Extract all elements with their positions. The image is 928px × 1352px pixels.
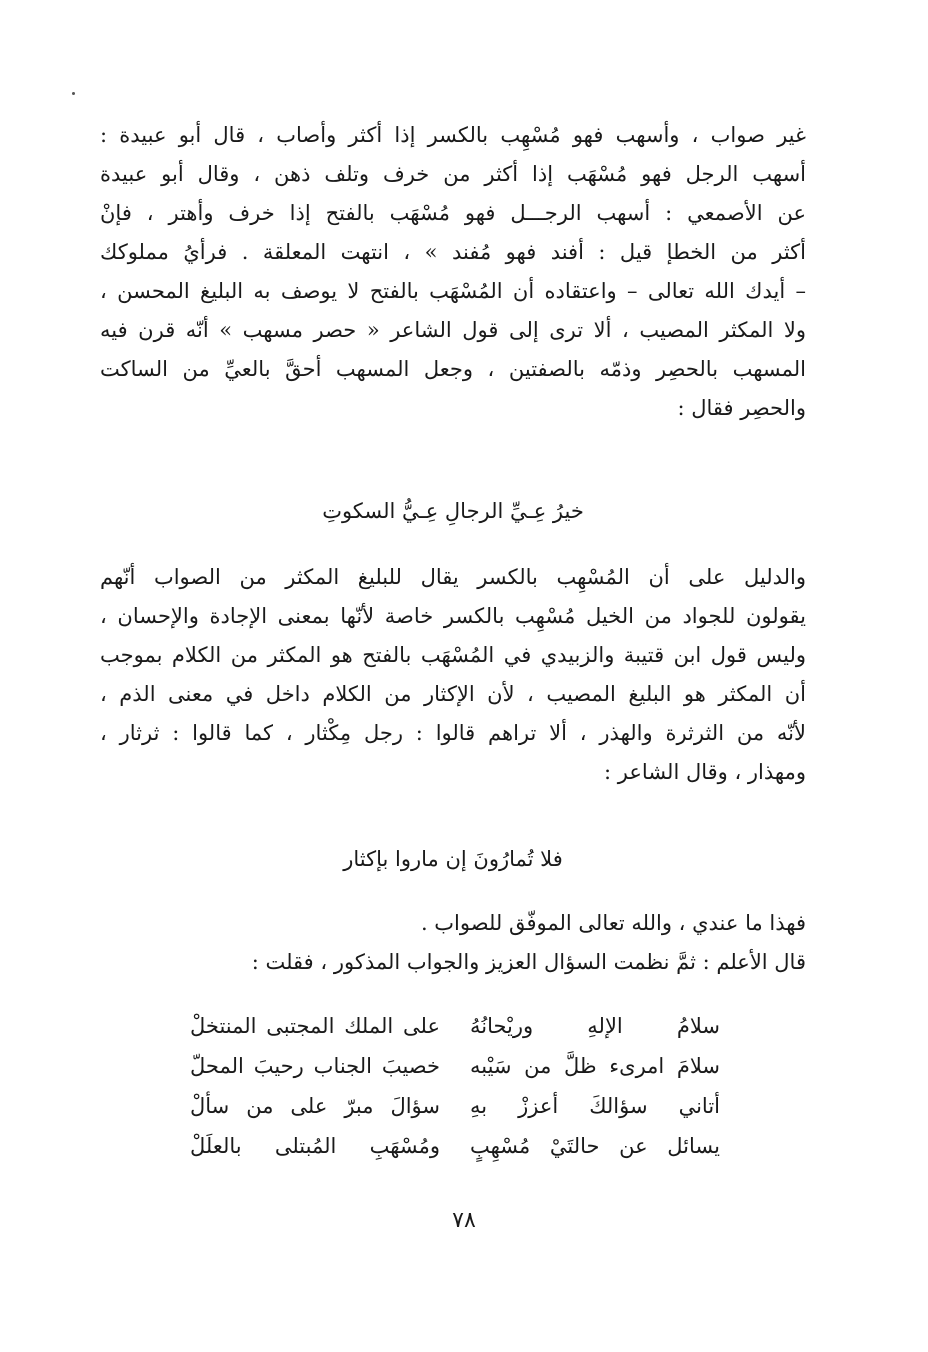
poem-second-hemistich: خصيبَ الجناب رحيبَ المحلّ bbox=[190, 1054, 440, 1078]
poem-second-hemistich: ومُسْهَبِ المُبتلى بالعلَلْ bbox=[190, 1134, 440, 1158]
poem-verse bbox=[190, 1086, 720, 1126]
text-line: فهذا ما عندي ، والله تعالى الموفّق للصواب . bbox=[420, 911, 806, 935]
poem-verse bbox=[190, 1006, 720, 1046]
poem-first-hemistich: سلامَ امرىء ظلَّ من سَيْبه bbox=[470, 1054, 720, 1078]
poem-verse bbox=[190, 1046, 720, 1086]
text-line: غير صواب ، وأسهب فهو مُسْهِب بالكسر إذا أكثر وأصاب ، قال أبو عبيدة : bbox=[100, 123, 806, 147]
quoted-verse-1: خيرُ عِـيِّ الرجالِ عِـيُّ السكوتِ bbox=[322, 499, 584, 523]
text-line: ومهذار ، وقال الشاعر : bbox=[604, 760, 806, 784]
poem-second-hemistich: سؤالَ مبرّ على من سألْ bbox=[190, 1094, 440, 1118]
paragraph-2 bbox=[100, 558, 806, 792]
text-line: أسهب الرجل فهو مُسْهَب إذا أكثر من خرف وتلف ذهن ، وقال أبو عبيدة bbox=[100, 162, 806, 186]
poem-first-hemistich: أتاني سؤالكَ أعززْ بهِ bbox=[470, 1094, 720, 1118]
poem bbox=[190, 1006, 720, 1166]
text-line: والدليل على أن المُسْهِب بالكسر يقال للبليغ المكثر من الصواب أنّهم bbox=[100, 565, 806, 589]
text-line: – أيدك الله تعالى – واعتقاده أن المُسْهَب بالفتح لا يوصف به البليغ المحسن ، bbox=[100, 279, 806, 303]
text-line: وليس قول ابن قتيبة والزبيدي في المُسْهَب بالفتح هو المكثر من الكلام بموجب bbox=[100, 643, 806, 667]
text-line: يقولون للجواد من الخيل مُسْهِب بالكسر خاصة لأنّها بمعنى الإجادة والإحسان ، bbox=[100, 604, 806, 628]
paragraph-3 bbox=[100, 904, 806, 982]
text-line: أكثر من الخطإ قيل : أفند فهو مُفند » ، انتهت المعلقة . فرأيُ مملوكك bbox=[100, 240, 806, 264]
text-line: عن الأصمعي : أسهب الرجـــل فهو مُسْهَب بالفتح إذا خرف وأهتر ، فإنْ bbox=[100, 201, 806, 225]
text-line: ولا المكثر المصيب ، ألا ترى إلى قول الشاعر « حصر مسهب » أنّه قرن فيه bbox=[100, 318, 806, 342]
poem-first-hemistich: سلامُ الإلهِ وريْحانُهُ bbox=[470, 1014, 720, 1038]
paragraph-1 bbox=[100, 116, 806, 428]
poem-second-hemistich: على الملك المجتبى المنتخلْ bbox=[190, 1014, 440, 1038]
quoted-verse-2: فلا تُمارُونَ إن ماروا بإكثار bbox=[343, 847, 563, 871]
text-line: والحصِر فقال : bbox=[677, 396, 806, 420]
text-line: المسهب بالحصِر وذمّه بالصفتين ، وجعل المسهب أحقَّ بالعيِّ من الساكت bbox=[100, 357, 806, 381]
poem-verse bbox=[190, 1126, 720, 1166]
page-number: ٧٨ bbox=[452, 1208, 476, 1233]
text-line: قال الأعلم : ثمَّ نظمت السؤال العزيز والجواب المذكور ، فقلت : bbox=[251, 950, 806, 974]
scan-speck bbox=[72, 92, 75, 95]
text-line: أن المكثر هو البليغ المصيب ، لأن الإكثار من الكلام داخل في معنى الذم ، bbox=[100, 682, 806, 706]
poem-first-hemistich: يسائل عن حالتَيْ مُسْهِبٍ bbox=[470, 1134, 720, 1158]
text-line: لأنّه من الثرثرة والهذر ، ألا تراهم قالوا : رجل مِكْثار ، كما قالوا : ثرثار ، bbox=[100, 721, 806, 745]
